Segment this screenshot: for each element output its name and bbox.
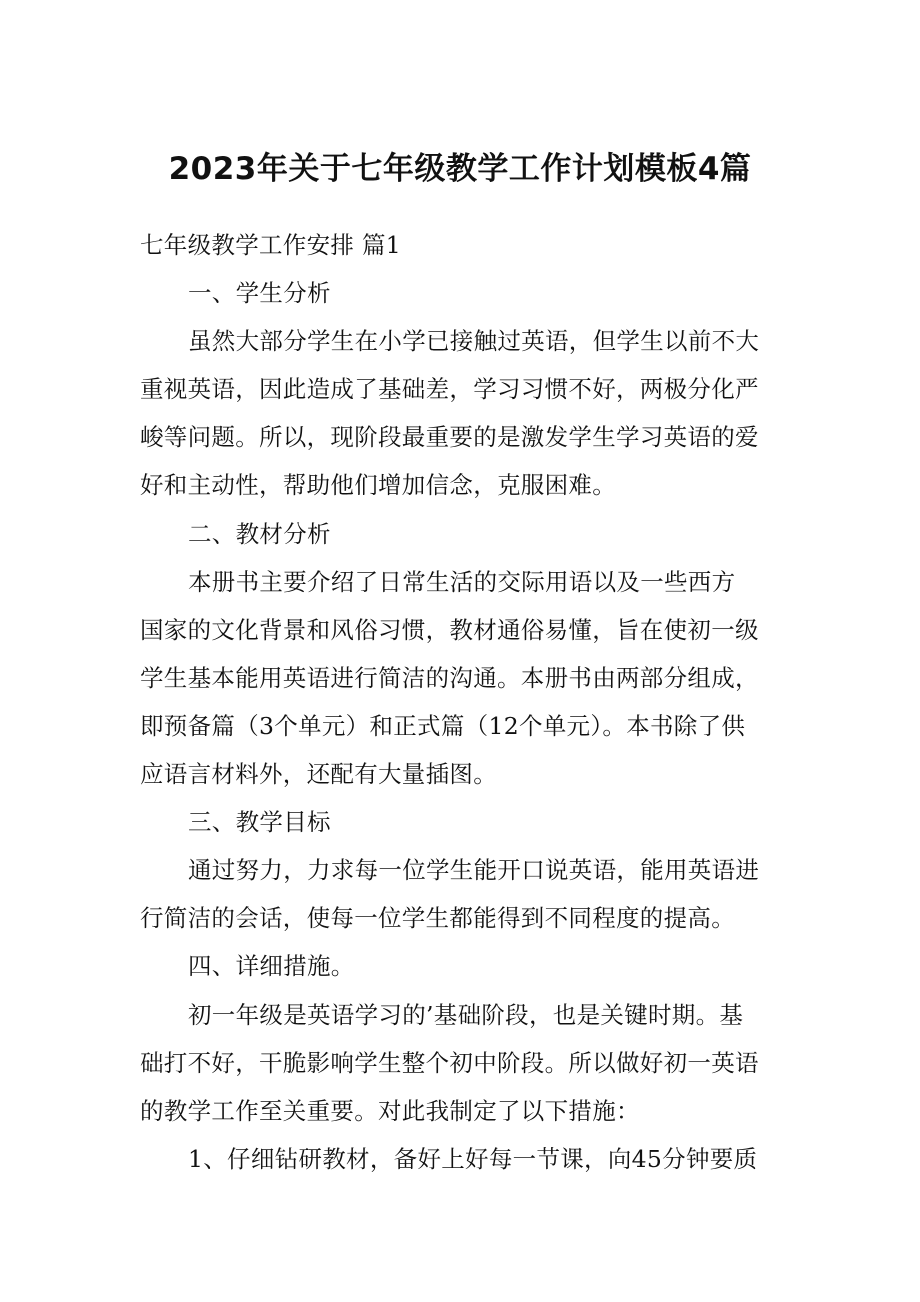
document-body [140, 221, 780, 1183]
paragraph-line: 学生基本能用英语进行简洁的沟通。本册书由两部分组成， [140, 663, 759, 692]
document-title: 2023年关于七年级教学工作计划模板4篇 [168, 151, 752, 187]
subsection-heading: 三、教学目标 [188, 808, 331, 837]
subsection-heading: 二、教材分析 [188, 519, 331, 548]
subsection-heading: 一、学生分析 [188, 279, 331, 308]
paragraph-line: 初一年级是英语学习的’基础阶段，也是关键时期。基 [188, 1000, 744, 1029]
list-item-line: 1、仔细钻研教材，备好上好每一节课，向45分钟要质 [188, 1144, 758, 1173]
paragraph-line: 即预备篇（3个单元）和正式篇（12个单元）。本书除了供 [140, 711, 746, 740]
paragraph-line: 行简洁的会话，使每一位学生都能得到不同程度的提高。 [140, 904, 735, 933]
paragraph-line: 虽然大部分学生在小学已接触过英语，但学生以前不大 [188, 327, 760, 356]
subsection-heading: 四、详细措施。 [188, 952, 355, 981]
paragraph-line: 的教学工作至关重要。对此我制定了以下措施： [140, 1096, 640, 1125]
paragraph-line: 应语言材料外，还配有大量插图。 [140, 760, 497, 789]
paragraph-line: 峻等问题。所以，现阶段最重要的是激发学生学习英语的爱 [140, 423, 759, 452]
paragraph-line: 重视英语，因此造成了基础差，学习习惯不好，两极分化严 [140, 375, 759, 404]
paragraph-line: 础打不好，干脆影响学生整个初中阶段。所以做好初一英语 [140, 1048, 759, 1077]
section-heading: 七年级教学工作安排 篇1 [140, 231, 402, 259]
paragraph-line: 本册书主要介绍了日常生活的交际用语以及一些西方 [188, 567, 736, 596]
paragraph-line: 通过努力，力求每一位学生能开口说英语，能用英语进 [188, 856, 760, 885]
paragraph-line: 好和主动性，帮助他们增加信念，克服困难。 [140, 471, 616, 500]
paragraph-line: 国家的文化背景和风俗习惯，教材通俗易懂，旨在使初一级 [140, 615, 759, 644]
